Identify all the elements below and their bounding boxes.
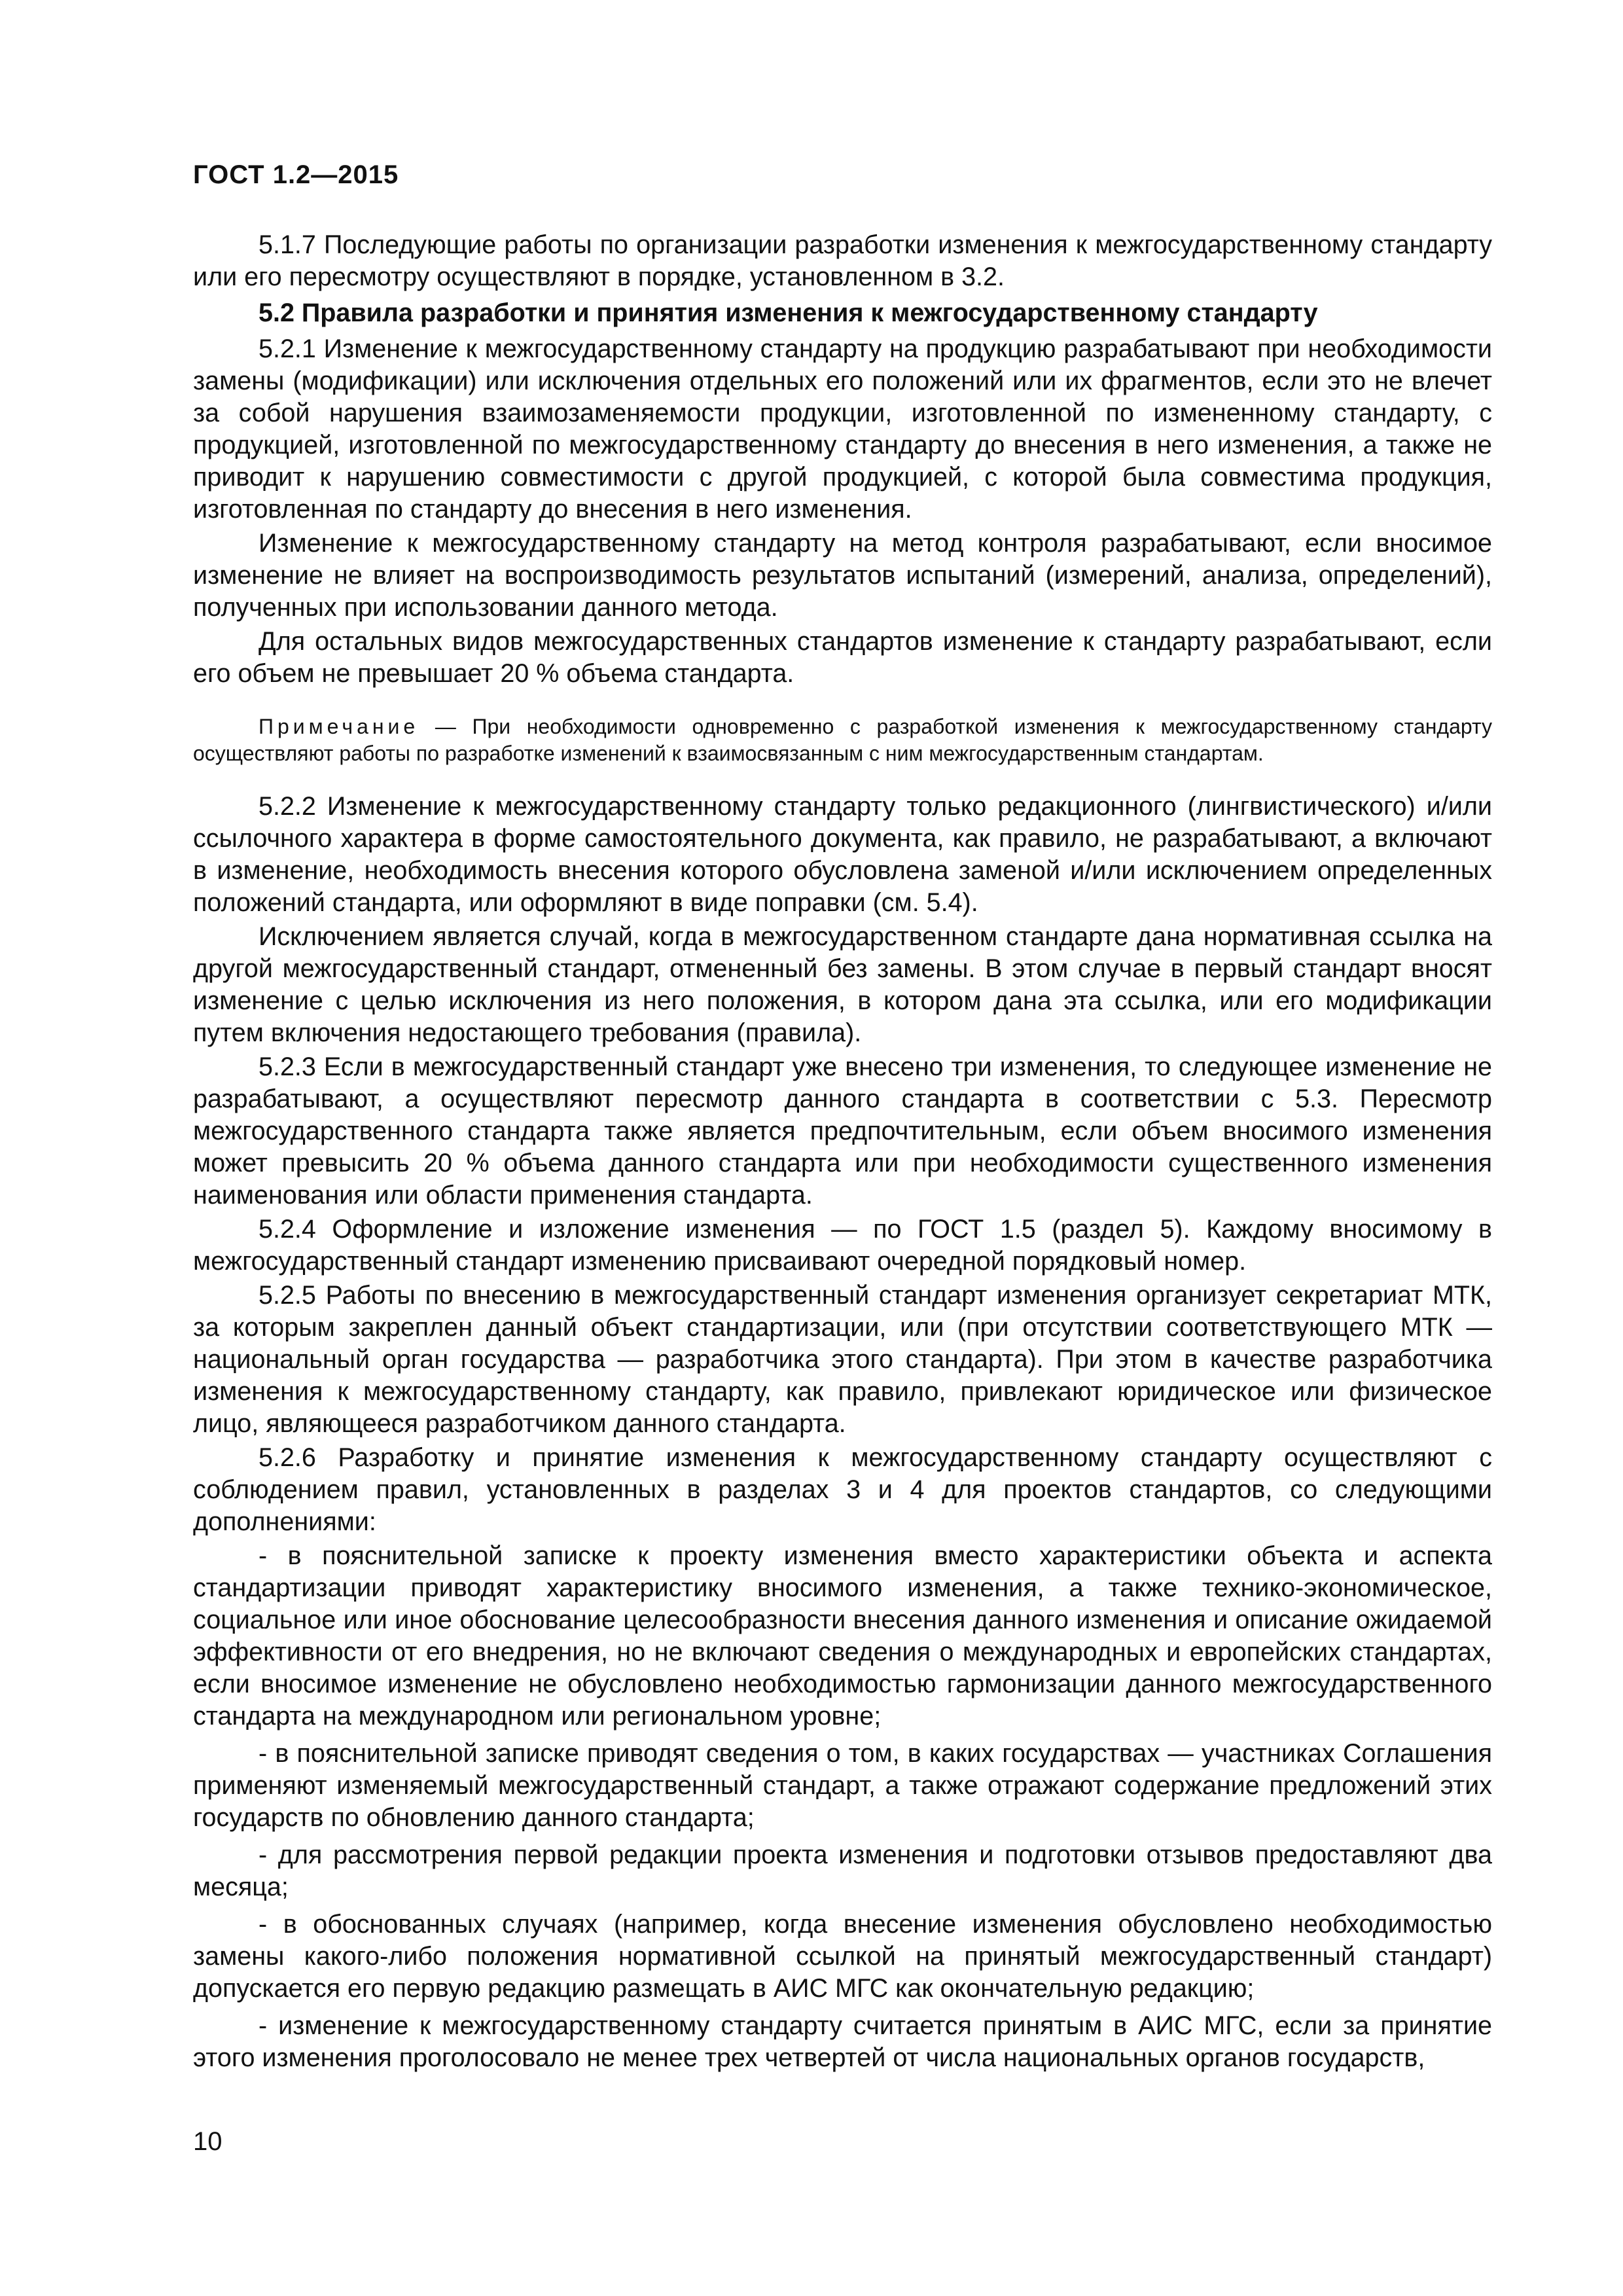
list-item: - в пояснительной записке приводят сведения о том, в каких государствах — участниках Соглашения применяют изменяемый межгосударственный стандарт, а также отражают содержание предложений этих государств по обновлению данного стандарта; — [193, 1739, 1492, 1832]
paragraph-5-2-3: 5.2.3 Если в межгосударственный стандарт уже внесено три изменения, то следующее изменение не разрабатывают, а осуществляют пересмотр данного стандарта в соответствии с 5.3. Пересмотр межгосударственного стандарта также является предпочтительным, если объем вносимого изменения может превысить 20 % объема данного стандарта или при необходимости существенного изменения наименования или области применения стандарта. — [193, 1052, 1492, 1210]
page-number: 10 — [193, 2127, 223, 2156]
paragraph-5-2-1: 5.2.1 Изменение к межгосударственному стандарту на продукцию разрабатывают при необходимости замены (модификации) или исключения отдельных его положений или их фрагментов, если это не влечет за собой нарушения взаимозаменяемости продукции, изготовленной по измененному стандарту, с продукцией, изготовленной по межгосударственному стандарту до внесения в него изменения, а также не приводит к нарушению совместимости с другой продукцией, с которой была совместима продукция, изготовленная по стандарту до внесения в него изменения. — [193, 334, 1492, 524]
list-item: - для рассмотрения первой редакции проекта изменения и подготовки отзывов предоставляют два месяца; — [193, 1840, 1492, 1901]
note-text: — При необходимости одновременно с разработкой изменения к межгосударственному стандарту осуществляют работы по разработке изменений к взаимосвязанным с ним межгосударственным стандартам. — [193, 715, 1492, 765]
paragraph-5-2-5: 5.2.5 Работы по внесению в межгосударственный стандарт изменения организует секретариат МТК, за которым закреплен данный объект стандартизации, или (при отсутствии соответствующего МТК — национальный орган государства — разработчика этого стандарта). При этом в качестве разработчика изменения к межгосударственному стандарту, как правило, привлекают юридическое или физическое лицо, являющееся разработчиком данного стандарта. — [193, 1281, 1492, 1438]
section-heading-5-2: 5.2 Правила разработки и принятия изменения к межгосударственному стандарту — [259, 298, 1318, 327]
paragraph-5-2-4: 5.2.4 Оформление и изложение изменения — по ГОСТ 1.5 (раздел 5). Каждому вносимому в межгосударственный стандарт изменению присваивают очередной порядковый номер. — [193, 1215, 1492, 1276]
note-label: Примечание — [259, 715, 419, 738]
paragraph-5-2-1-method: Изменение к межгосударственному стандарту на метод контроля разрабатывают, если вносимое изменение не влияет на воспроизводимость результатов испытаний (измерений, анализа, определений), полученных при использовании данного метода. — [193, 529, 1492, 622]
paragraph-5-2-2-exception: Исключением является случай, когда в межгосударственном стандарте дана нормативная ссылка на другой межгосударственный стандарт, отмененный без замены. В этом случае в первый стандарт вносят изменение с целью исключения из него положения, в котором дана эта ссылка, или его модификации путем включения недостающего требования (правила). — [193, 922, 1492, 1047]
document-body — [193, 229, 1492, 2079]
list-item: - изменение к межгосударственному стандарту считается принятым в АИС МГС, если за принятие этого изменения проголосовало не менее трех четвертей от числа национальных органов государств, — [193, 2011, 1492, 2072]
note-paragraph — [193, 713, 1492, 767]
document-header: ГОСТ 1.2—2015 — [193, 160, 399, 189]
paragraph-5-2-6: 5.2.6 Разработку и принятие изменения к межгосударственному стандарту осуществляют с соблюдением правил, установленных в разделах 3 и 4 для проектов стандартов, со следующими дополнениями: — [193, 1443, 1492, 1536]
list-item: - в обоснованных случаях (например, когда внесение изменения обусловлено необходимостью замены какого-либо положения нормативной ссылкой на принятый межгосударственный стандарт) допускается его первую редакцию размещать в АИС МГС как окончательную редакцию; — [193, 1910, 1492, 2003]
list-item: - в пояснительной записке к проекту изменения вместо характеристики объекта и аспекта стандартизации приводят характеристику вносимого изменения, а также технико-экономическое, социальное или иное обоснование целесообразности внесения данного изменения и описание ожидаемой эффективности от его внедрения, но не включают сведения о международных и европейских стандартах, если вносимое изменение не обусловлено необходимостью гармонизации данного межгосударственного стандарта на международном или региональном уровне; — [193, 1541, 1492, 1731]
paragraph-5-2-1-other: Для остальных видов межгосударственных стандартов изменение к стандарту разрабатывают, если его объем не превышает 20 % объема стандарта. — [193, 627, 1492, 688]
paragraph-5-2-2: 5.2.2 Изменение к межгосударственному стандарту только редакционного (лингвистического) и/или ссылочного характера в форме самостоятельного документа, как правило, не разрабатывают, а включают в изменение, необходимость внесения которого обусловлена заменой и/или исключением определенных положений стандарта, или оформляют в виде поправки (см. 5.4). — [193, 792, 1492, 917]
paragraph-5-1-7: 5.1.7 Последующие работы по организации разработки изменения к межгосударственному стандарту или его пересмотру осуществляют в порядке, установленном в 3.2. — [193, 230, 1492, 291]
